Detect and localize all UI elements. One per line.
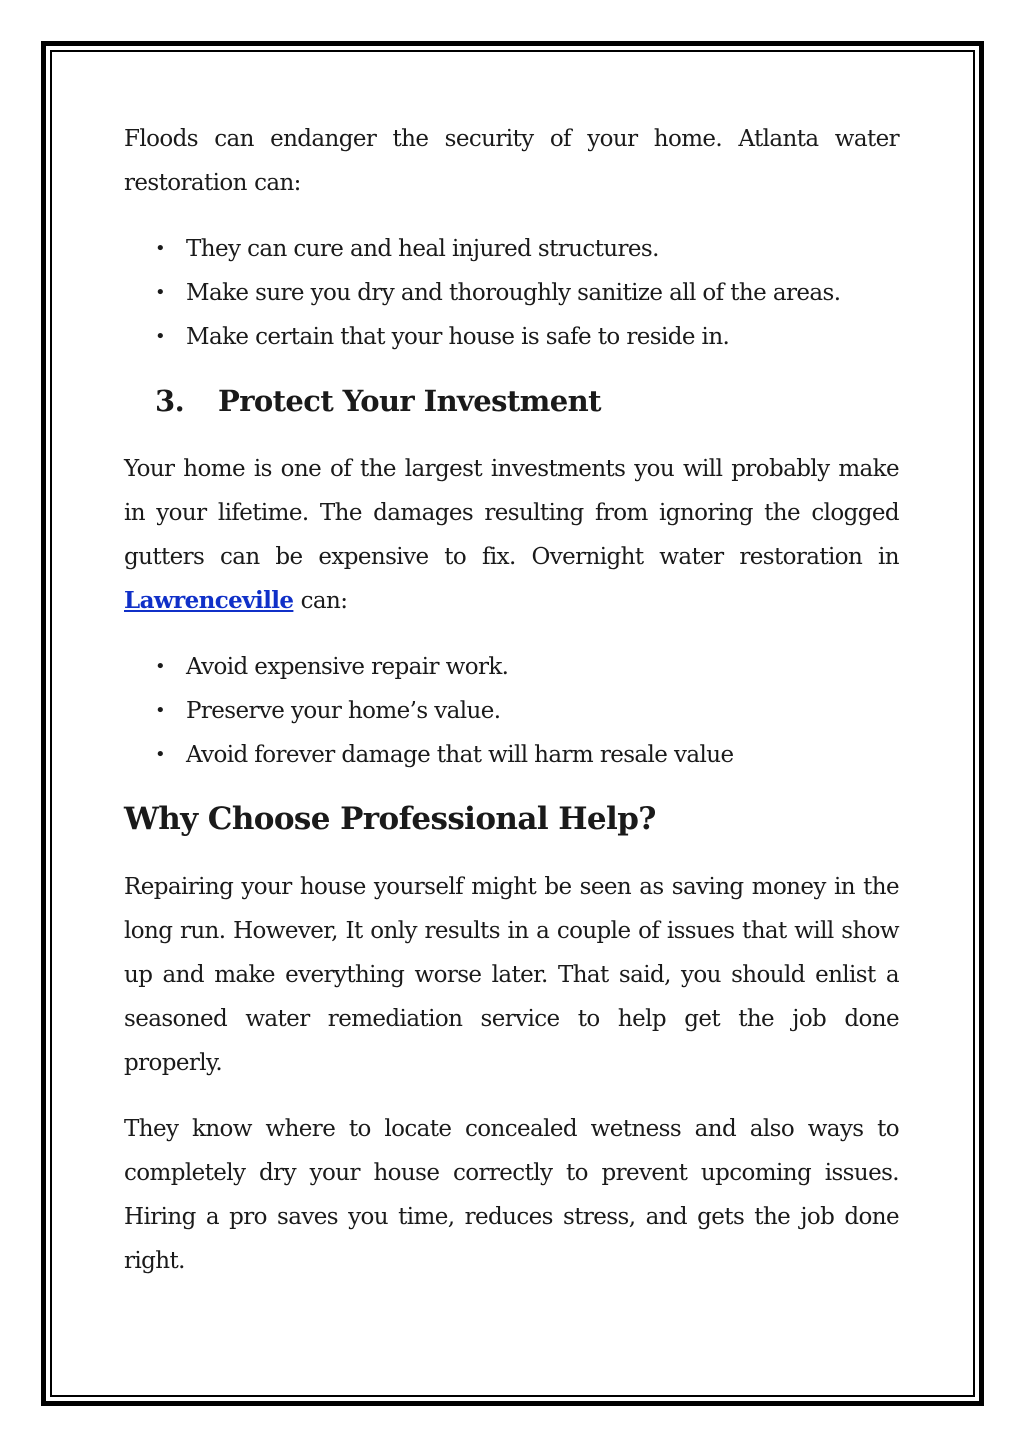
list-item bbox=[124, 227, 899, 271]
intro-paragraph: Floods can endanger the security of your home. Atlanta water restoration can: bbox=[124, 126, 899, 196]
paragraph-text: Your home is one of the largest investments you will probably make in your lifetime. The damages resulting from ignoring the clogged gutters can be expensive to fix. Overnight water restoration in bbox=[124, 456, 899, 570]
list-item bbox=[124, 271, 899, 315]
document-body bbox=[124, 117, 899, 1305]
list-item bbox=[124, 689, 899, 733]
investment-paragraph bbox=[124, 447, 899, 623]
list-item-text: They can cure and heal injured structures. bbox=[186, 236, 659, 262]
section-heading-protect-investment bbox=[124, 373, 899, 429]
lawrenceville-link[interactable]: Lawrenceville bbox=[124, 587, 294, 614]
section-title: Protect Your Investment bbox=[218, 384, 601, 418]
bullet-icon: • bbox=[155, 656, 166, 677]
list-item-text: Avoid forever damage that will harm resale value bbox=[186, 742, 734, 768]
list-item-text: Make sure you dry and thoroughly sanitize all of the areas. bbox=[186, 280, 841, 306]
bullet-icon: • bbox=[155, 326, 166, 347]
section-heading-why-choose: Why Choose Professional Help? bbox=[124, 801, 656, 837]
professional-help-paragraph: Repairing your house yourself might be seen as saving money in the long run. However, It only results in a couple of issues that will show up and make everything worse later. That said, you should enlist a seasoned water remediation service to help get the job done properly. bbox=[124, 874, 899, 1076]
bullet-icon: • bbox=[155, 238, 166, 259]
restoration-benefits-list bbox=[124, 227, 899, 359]
paragraph-text-end: can: bbox=[293, 588, 348, 614]
list-item bbox=[124, 645, 899, 689]
list-item bbox=[124, 315, 899, 359]
section-number: 3. bbox=[155, 384, 185, 418]
investment-benefits-list bbox=[124, 645, 899, 777]
list-item-text: Preserve your home’s value. bbox=[186, 698, 501, 724]
expertise-paragraph: They know where to locate concealed wetness and also ways to completely dry your house correctly to prevent upcoming issues. Hiring a pro saves you time, reduces stress, and gets the job done right. bbox=[124, 1116, 899, 1274]
list-item-text: Avoid expensive repair work. bbox=[186, 654, 509, 680]
list-item-text: Make certain that your house is safe to reside in. bbox=[186, 324, 730, 350]
bullet-icon: • bbox=[155, 744, 166, 765]
bullet-icon: • bbox=[155, 700, 166, 721]
list-item bbox=[124, 733, 899, 777]
bullet-icon: • bbox=[155, 282, 166, 303]
